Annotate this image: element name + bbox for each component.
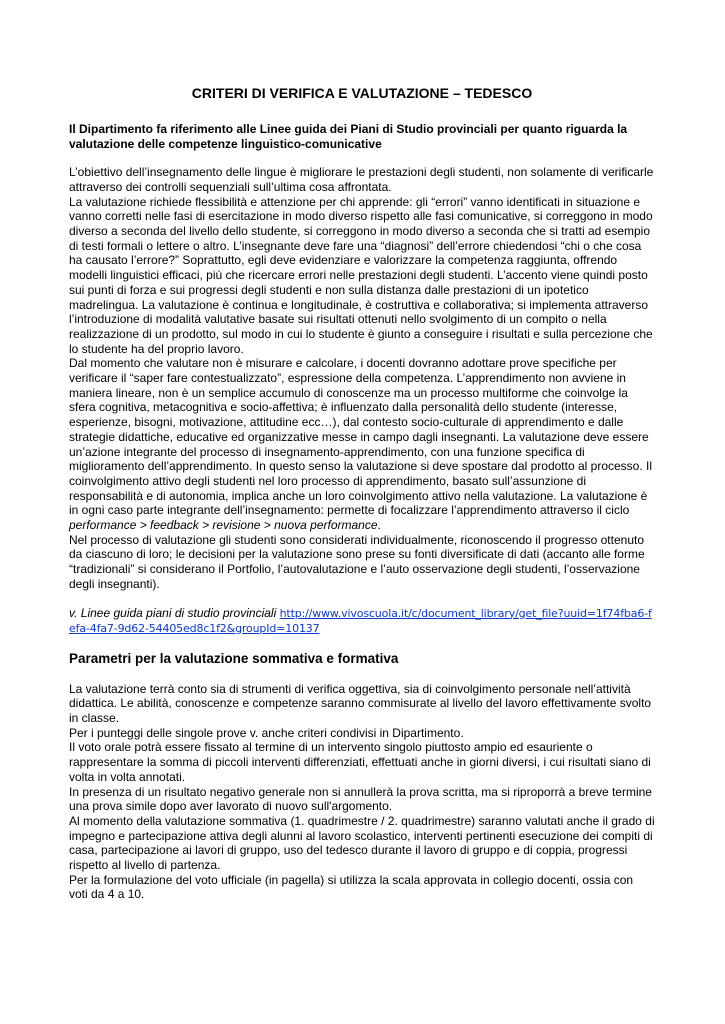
intro-paragraph: Il Dipartimento fa riferimento alle Linee guida dei Piani di Studio provinciali per quanto riguarda la valutazione delle competenze linguistico-comunicative — [69, 122, 628, 151]
reference-label: v. Linee guida piani di studio provinciali — [69, 605, 277, 620]
section-title: Parametri per la valutazione sommativa e formativa — [69, 650, 399, 666]
document-page — [69, 84, 655, 902]
section-paragraph: In presenza di un risultato negativo generale non si annullerà la prova scritta, ma si riproporrà a breve termine una prova simile dopo aver lavorato di nuovo sull'argomento. — [69, 784, 652, 814]
section-paragraph: Al momento della valutazione sommativa (1. quadrimestre / 2. quadrimestre) saranno valutati anche il grado di impegno e partecipazione attiva degli alunni al lavoro scolastico, interventi pertinenti esecuzione dei compiti di casa, partecipazione ai lavori di gruppo, uso del tedesco durante il lavoro di gruppo e di coppia, progressi rispetto al livello di partenza. — [69, 813, 655, 873]
reference-line — [69, 606, 655, 636]
paragraph-objective: L’obiettivo dell’insegnamento delle lingue è migliorare le prestazioni degli studenti, non solamente di verificarle attraverso dei controlli sequenziali sull’ultima cosa affrontata. — [69, 165, 654, 194]
performance-cycle-end: . — [377, 518, 381, 533]
section-body — [69, 682, 655, 903]
section-paragraph: La valutazione terrà conto sia di strumenti di verifica oggettiva, sia di coinvolgimento personale nell’attività didattica. Le abilità, conoscenze e competenze saranno commisurate al livello del lavoro effettivamente svolto in classe. — [69, 681, 652, 725]
paragraph-assessment: Dal momento che valutare non è misurare e calcolare, i docenti dovranno adottare prove specifiche per verificare il “saper fare contestualizzato”, espressione della competenza. L’apprendimento non avviene in maniera lineare, non è un semplice accumulo di conoscenze ma un processo multiforme che coinvolge la sfera cognitiva, metacognitiva e socio-affettiva; è influenzato dalla personalità dello studente (interesse, esperienze, bisogni, motivazione, attitudine ecc…), dal contesto socio-culturale di apprendimento e dalle strategie didattiche, educative ed organizzative messe in campo dagli insegnanti. La valutazione deve essere un’azione integrante del processo di insegnamento-apprendimento, con una funzione specifica di miglioramento dell’apprendimento. In questo senso la valutazione si deve spostare dal prodotto al processo. Il coinvolgimento attivo degli studenti nel loro processo di apprendimento, basato sull’assunzione di responsabilità e di autonomia, implica anche un loro coinvolgimento attivo nella valutazione. La valutazione è in ogni caso parte integrante dell’insegnamento: permette di focalizzare l’apprendimento attraverso il ciclo — [69, 356, 653, 518]
paragraph-cycle — [69, 518, 655, 533]
section-paragraph: Per i punteggi delle singole prove v. anche criteri condivisi in Dipartimento. — [69, 725, 464, 740]
paragraph-flexibility: La valutazione richiede flessibilità e attenzione per chi apprende: gli “errori” vanno identificati in situazione e vanno corretti nelle fasi di esercitazione in modo diverso rispetto alle fasi comunicative, si correggono in modo diverso a seconda del livello dello studente, si correggono in modo diverso a seconda che si tratti ad esempio di testi formali o lettere o altro. L’insegnante deve fare una “diagnosi” dell’errore chiedendosi “chi o che cosa ha causato l’errore?” Soprattutto, egli deve evidenziare e valorizzare la competenza raggiunta, offrendo modelli linguistici efficaci, più che ricercare errori nelle prestazioni degli studenti. L’accento viene quindi posto sui punti di forza e sui progressi degli studenti e non sulla distanza dalle prestazioni di un ipotetico madrelingua. La valutazione è continua e longitudinale, è costruttiva e collaborativa; si implementa attraverso l’introduzione di modalità valutative basate sui risultati ottenuti nello svolgimento di un compito o nella realizzazione di un prodotto, sul modo in cui lo studente è giunto a conseguire i risultati e sulla percezione che lo studente ha del proprio lavoro. — [69, 194, 653, 356]
section-paragraph: Il voto orale potrà essere fissato al termine di un intervento singolo piuttosto ampio ed esauriente o rappresentare la somma di piccoli interventi differenziati, effettuati anche in giorni diversi, i cui risultati siano di volta in volta annotati. — [69, 740, 651, 784]
performance-cycle: performance > feedback > revisione > nuova performance — [69, 518, 378, 533]
document-title: CRITERI DI VERIFICA E VALUTAZIONE – TEDESCO — [191, 85, 533, 101]
reference-link[interactable]: http://www.vivoscuola.it/c/document_library/get_file?uuid=1f74fba6-fefa-4fa7-9d62-54405ed8c1f2&groupId=10137 — [69, 606, 652, 635]
body-text — [69, 165, 655, 591]
paragraph-individual: Nel processo di valutazione gli studenti sono considerati individualmente, riconoscendo il progresso ottenuto da ciascuno di loro; le decisioni per la valutazione sono prese su fonti diversificate di dati (accanto alle forme “tradizionali” si considerano il Portfolio, l’autovalutazione e l’auto osservazione degli studenti, l’osservazione degli insegnanti). — [69, 532, 645, 591]
section-paragraph: Per la formulazione del voto ufficiale (in pagella) si utilizza la scala approvata in collegio docenti, ossia con voti da 4 a 10. — [69, 872, 634, 902]
